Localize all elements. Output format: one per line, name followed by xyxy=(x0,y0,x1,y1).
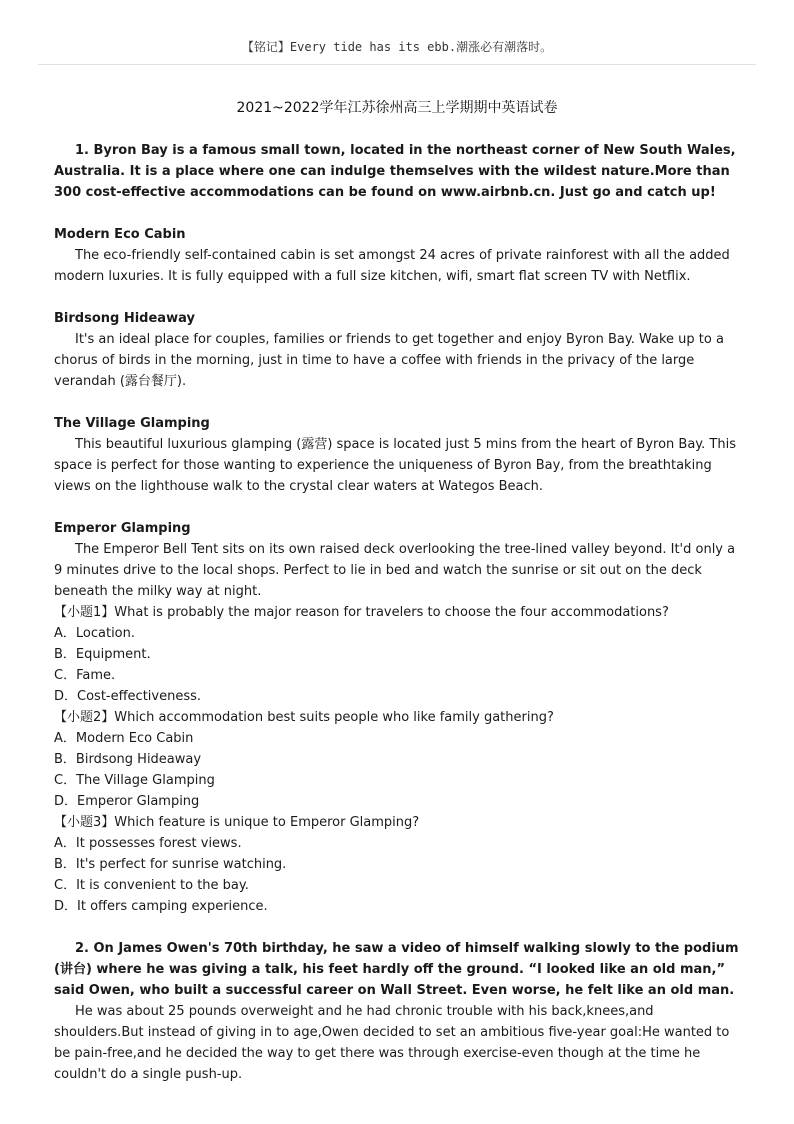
answer-option: A．It possesses forest views. xyxy=(54,836,242,851)
section-text: The eco-friendly self-contained cabin is set amongst 24 acres of private rainforest with all the added modern luxuries. It is fully equipped with a full size kitchen, wifi, smart flat screen TV with Netflix. xyxy=(54,248,730,284)
question-stem: 【小题2】Which accommodation best suits people who like family gathering? xyxy=(54,710,554,725)
passage2-paragraph: He was about 25 pounds overweight and he had chronic trouble with his back,knees,and shoulders.But instead of giving in to age,Owen decided to set an ambitious five-year goal:He wanted to be pain-free,and he decided the way to get there was through exercise-even though at the time he couldn't do a single push-up. xyxy=(54,1004,730,1082)
answer-option: B．Birdsong Hideaway xyxy=(54,752,202,767)
exam-content xyxy=(54,140,742,1085)
section-heading: Emperor Glamping xyxy=(54,521,191,536)
answer-option: C．Fame. xyxy=(54,668,116,683)
section-heading: The Village Glamping xyxy=(54,416,210,431)
passage1-intro: 1. Byron Bay is a famous small town, located in the northeast corner of New South Wales, Australia. It is a place where one can indulge themselves with the wildest nature.More than 300 cost-effective accommodations can be found on www.airbnb.cn. Just go and catch up! xyxy=(54,143,736,200)
answer-option: D．Emperor Glamping xyxy=(54,794,200,809)
answer-option: B．It's perfect for sunrise watching. xyxy=(54,857,287,872)
answer-option: C．The Village Glamping xyxy=(54,773,215,788)
passage2-intro: 2. On James Owen's 70th birthday, he saw a video of himself walking slowly to the podium (讲台) where he was giving a talk, his feet hardly off the ground. “I looked like an old man,” said Owen, who built a successful career on Wall Street. Even worse, he felt like an old man. xyxy=(54,941,739,998)
section-text: It's an ideal place for couples, families or friends to get together and enjoy Byron Bay. Wake up to a chorus of birds in the morning, just in time to have a coffee with friends in the privacy of the large verandah (露台餐厅). xyxy=(54,332,724,389)
answer-option: D．It offers camping experience. xyxy=(54,899,268,914)
answer-option: B．Equipment. xyxy=(54,647,151,662)
answer-option: A．Location. xyxy=(54,626,136,641)
section-heading: Modern Eco Cabin xyxy=(54,227,186,242)
header-divider xyxy=(38,64,756,65)
section-text: This beautiful luxurious glamping (露营) space is located just 5 mins from the heart of Byron Bay. This space is perfect for those wanting to experience the uniqueness of Byron Bay, from the breathtaking views on the lighthouse walk to the crystal clear waters at Wategos Beach. xyxy=(54,437,736,494)
answer-option: D．Cost-effectiveness. xyxy=(54,689,202,704)
page-header-motto: 【铭记】Every tide has its ebb.潮涨必有潮落时。 xyxy=(241,40,553,54)
answer-option: A．Modern Eco Cabin xyxy=(54,731,194,746)
answer-option: C．It is convenient to the bay. xyxy=(54,878,249,893)
section-heading: Birdsong Hideaway xyxy=(54,311,195,326)
section-text: The Emperor Bell Tent sits on its own raised deck overlooking the tree-lined valley beyond. It'd only a 9 minutes drive to the local shops. Perfect to lie in bed and watch the sunrise or sit out on the deck beneath the milky way at night. xyxy=(54,542,736,599)
question-stem: 【小题3】Which feature is unique to Emperor Glamping? xyxy=(54,815,420,830)
question-stem: 【小题1】What is probably the major reason for travelers to choose the four accommodations? xyxy=(54,605,669,620)
exam-title: 2021~2022学年江苏徐州高三上学期期中英语试卷 xyxy=(236,100,558,116)
